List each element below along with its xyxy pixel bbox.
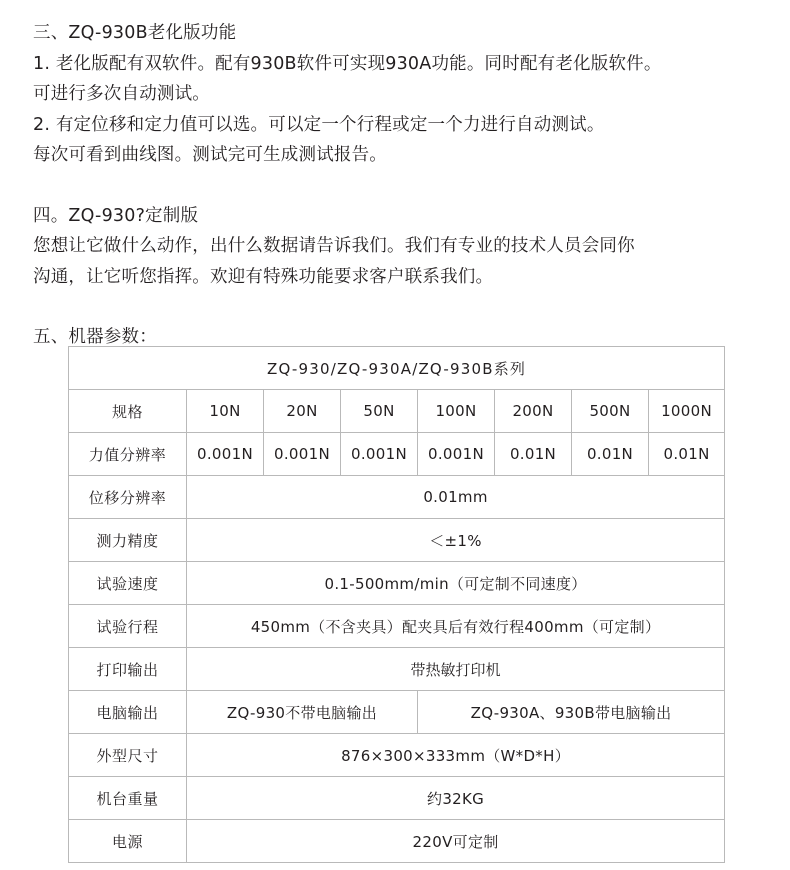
cell-spec-6: 500N: [572, 390, 649, 433]
section-3-line-3: 2. 有定位移和定力值可以选。可以定一个行程或定一个力进行自动测试。: [33, 114, 605, 135]
cell-test-speed: 0.1-500mm/min（可定制不同速度）: [187, 562, 725, 605]
cell-spec-7: 1000N: [649, 390, 725, 433]
cell-spec-2: 20N: [264, 390, 341, 433]
table-row: [69, 734, 725, 777]
table-title: ZQ-930/ZQ-930A/ZQ-930B系列: [69, 347, 725, 390]
cell-spec-1: 10N: [187, 390, 264, 433]
row-label-test-speed: 试验速度: [69, 562, 187, 605]
document-body: [33, 18, 753, 353]
row-label-weight: 机台重量: [69, 777, 187, 820]
row-label-displacement-resolution: 位移分辨率: [69, 476, 187, 519]
row-label-dimensions: 外型尺寸: [69, 734, 187, 777]
cell-force-accuracy: ＜±1%: [187, 519, 725, 562]
row-label-force-accuracy: 测力精度: [69, 519, 187, 562]
cell-force-res-2: 0.001N: [264, 433, 341, 476]
cell-weight: 约32KG: [187, 777, 725, 820]
section-4-line-1: 您想让它做什么动作，出什么数据请告诉我们。我们有专业的技术人员会同你: [33, 236, 635, 256]
cell-power: 220V可定制: [187, 820, 725, 863]
section-4-line-2: 沟通，让它听您指挥。欢迎有特殊功能要求客户联系我们。: [33, 266, 494, 287]
section-3-line-4: 每次可看到曲线图。测试完可生成测试报告。: [33, 145, 387, 165]
spec-table: [68, 346, 725, 863]
spec-table-wrapper: [68, 346, 724, 863]
paragraph-spacer-2: [33, 292, 753, 322]
cell-dimensions: 876×300×333mm（W*D*H）: [187, 734, 725, 777]
cell-computer-output-1: ZQ-930不带电脑输出: [187, 691, 418, 734]
section-heading-4: 四。ZQ-930?定制版: [33, 205, 199, 226]
table-row: [69, 691, 725, 734]
table-row: [69, 562, 725, 605]
section-heading-3: 三、ZQ-930B老化版功能: [33, 23, 237, 43]
row-label-power: 电源: [69, 820, 187, 863]
cell-force-res-6: 0.01N: [572, 433, 649, 476]
cell-force-res-4: 0.001N: [418, 433, 495, 476]
cell-displacement-resolution: 0.01mm: [187, 476, 725, 519]
table-row: [69, 820, 725, 863]
row-label-test-stroke: 试验行程: [69, 605, 187, 648]
table-row: [69, 433, 725, 476]
cell-spec-3: 50N: [341, 390, 418, 433]
table-row: [69, 605, 725, 648]
table-row: [69, 390, 725, 433]
table-row: [69, 648, 725, 691]
cell-test-stroke: 450mm（不含夹具）配夹具后有效行程400mm（可定制）: [187, 605, 725, 648]
row-label-computer-output: 电脑输出: [69, 691, 187, 734]
cell-print-output: 带热敏打印机: [187, 648, 725, 691]
cell-spec-5: 200N: [495, 390, 572, 433]
row-label-spec: 规格: [69, 390, 187, 433]
section-heading-5: 五、机器参数：: [33, 327, 157, 347]
cell-spec-4: 100N: [418, 390, 495, 433]
cell-computer-output-2: ZQ-930A、930B带电脑输出: [418, 691, 725, 734]
table-row: [69, 519, 725, 562]
section-3-line-1: 1. 老化版配有双软件。配有930B软件可实现930A功能。同时配有老化版软件。: [33, 53, 662, 74]
cell-force-res-1: 0.001N: [187, 433, 264, 476]
cell-force-res-7: 0.01N: [649, 433, 725, 476]
table-row-title: [69, 347, 725, 390]
row-label-print-output: 打印输出: [69, 648, 187, 691]
section-3-line-2: 可进行多次自动测试。: [33, 84, 210, 104]
row-label-force-resolution: 力值分辨率: [69, 433, 187, 476]
paragraph-spacer-1: [33, 171, 753, 201]
table-row: [69, 777, 725, 820]
table-row: [69, 476, 725, 519]
cell-force-res-3: 0.001N: [341, 433, 418, 476]
cell-force-res-5: 0.01N: [495, 433, 572, 476]
